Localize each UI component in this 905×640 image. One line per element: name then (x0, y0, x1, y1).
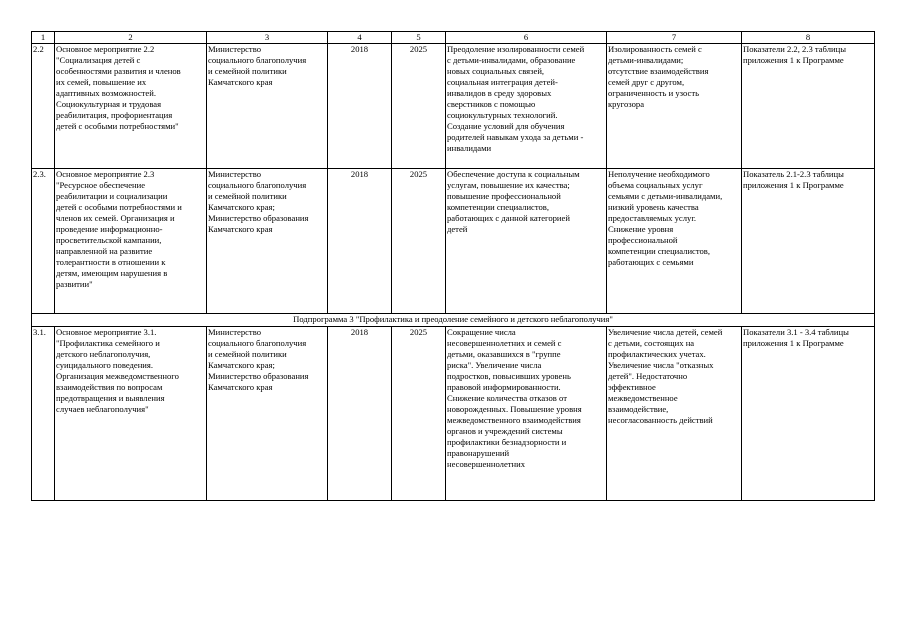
table-row (32, 327, 875, 501)
start-year-cell: 2018 (328, 327, 392, 501)
start-year-cell: 2018 (328, 44, 392, 169)
subprogram-row (32, 314, 875, 327)
result-cell: Сокращение числа несовершеннолетних и семей с детьми, оказавшихся в "группе риска". Увеличение числа подростков, повысивших уровень правовой информированности. Снижение количества отказов от новорожденных. Повышение уровня межведомственного взаимодействия органов и учреждений системы профилактики безнадзорности и правонарушений несовершеннолетних (446, 327, 607, 501)
table-row (32, 44, 875, 169)
end-year-cell: 2025 (392, 169, 446, 314)
column-number: 1 (32, 32, 55, 44)
indicators-cell: Показатель 2.1-2.3 таблицы приложения 1 к Программе (742, 169, 875, 314)
row-id: 2.2 (32, 44, 55, 169)
consequences-cell: Изолированность семей с детьми-инвалидами; отсутствие взаимодействия семей друг с другом, ограниченность и узость кругозора (607, 44, 742, 169)
result-cell: Преодоление изолированности семей с детьми-инвалидами, образование новых социальных связей, социальная интеграция детей- инвалидов в среду здоровых сверстников с помощью социокультурных технологий. Создание условий для обучения родителей навыкам ухода за детьми - инвалидами (446, 44, 607, 169)
column-number: 6 (446, 32, 607, 44)
result-cell: Обеспечение доступа к социальным услугам, повышение их качества; повышение профессиональной компетенции специалистов, работающих с данной категорией детей (446, 169, 607, 314)
column-number: 7 (607, 32, 742, 44)
column-number-row (32, 32, 875, 44)
indicators-cell: Показатели 3.1 - 3.4 таблицы приложения 1 к Программе (742, 327, 875, 501)
row-id: 3.1. (32, 327, 55, 501)
row-id: 2.3. (32, 169, 55, 314)
event-cell: Основное мероприятие 3.1. "Профилактика семейного и детского неблагополучия, суицидального поведения. Организация межведомственного взаимодействия по вопросам предотвращения и выявления случаев неблагополучия" (55, 327, 207, 501)
table-row (32, 169, 875, 314)
column-number: 4 (328, 32, 392, 44)
column-number: 8 (742, 32, 875, 44)
indicators-cell: Показатели 2.2, 2.3 таблицы приложения 1 к Программе (742, 44, 875, 169)
program-table (31, 31, 875, 501)
column-number: 5 (392, 32, 446, 44)
event-cell: Основное мероприятие 2.2 "Социализация детей с особенностями развития и членов их семей, повышение их адаптивных возможностей. Социокультурная и трудовая реабилитация, профориентация детей с особыми потребностями" (55, 44, 207, 169)
event-cell: Основное мероприятие 2.3 "Ресурсное обеспечение реабилитации и социализации детей с особыми потребностями и членов их семей. Организация и проведение информационно- просветительской кампании, направленной на развитие толерантности в отношении к детям, имеющим нарушения в развитии" (55, 169, 207, 314)
consequences-cell: Неполучение необходимого объема социальных услуг семьями с детьми-инвалидами, низкий уровень качества предоставляемых услуг. Снижение уровня профессиональной компетенции специалистов, работающих с семьями (607, 169, 742, 314)
start-year-cell: 2018 (328, 169, 392, 314)
executor-cell: Министерство социального благополучия и семейной политики Камчатского края; Министерство образования Камчатского края (207, 327, 328, 501)
column-number: 3 (207, 32, 328, 44)
subprogram-title: Подпрограмма 3 "Профилактика и преодоление семейного и детского неблагополучия" (32, 314, 875, 327)
executor-cell: Министерство социального благополучия и семейной политики Камчатского края (207, 44, 328, 169)
column-number: 2 (55, 32, 207, 44)
end-year-cell: 2025 (392, 44, 446, 169)
end-year-cell: 2025 (392, 327, 446, 501)
executor-cell: Министерство социального благополучия и семейной политики Камчатского края; Министерство образования Камчатского края (207, 169, 328, 314)
consequences-cell: Увеличение числа детей, семей с детьми, состоящих на профилактических учетах. Увеличение числа "отказных детей". Недостаточно эффективное межведомственное взаимодействие, несогласованность действий (607, 327, 742, 501)
